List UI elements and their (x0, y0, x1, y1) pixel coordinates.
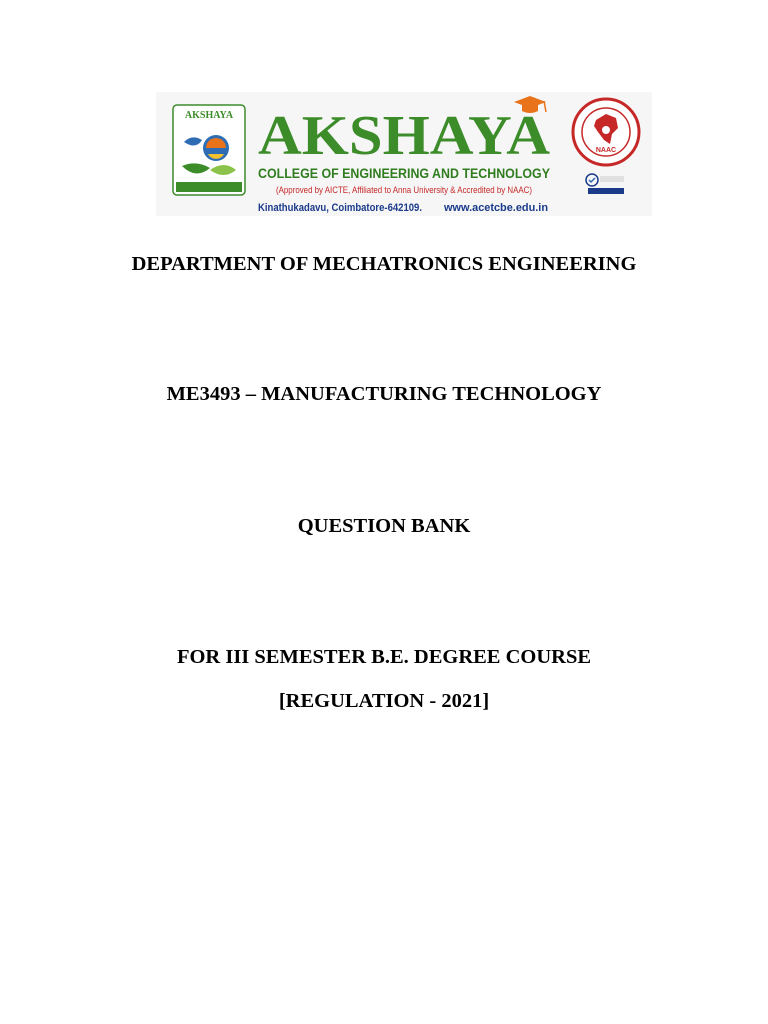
college-subtitle-text: COLLEGE OF ENGINEERING AND TECHNOLOGY (258, 165, 551, 181)
document-title: QUESTION BANK (297, 515, 471, 537)
emblem-wordmark: AKSHAYA (184, 110, 234, 121)
akshaya-emblem-logo (172, 104, 246, 196)
course-title: ME3493 – MANUFACTURING TECHNOLOGY (166, 383, 602, 405)
naac-seal-icon (570, 96, 642, 168)
semester-line: FOR III SEMESTER B.E. DEGREE COURSE (176, 646, 592, 668)
college-name-text: AKSHAYA (258, 105, 551, 167)
regulation-line: [REGULATION - 2021] (278, 690, 490, 712)
college-wordmark-logo (256, 92, 556, 216)
address-text: Kinathukadavu, Coimbatore-642109. (258, 202, 422, 214)
college-header-banner (156, 92, 652, 216)
iso-certification-badge (584, 170, 628, 196)
naac-label: NAAC (595, 147, 617, 154)
website-text: www.acetcbe.edu.in (443, 202, 549, 214)
approval-text: (Approved by AICTE, Affiliated to Anna University & Accredited by NAAC) (276, 185, 532, 195)
department-heading: DEPARTMENT OF MECHATRONICS ENGINEERING (131, 253, 637, 275)
